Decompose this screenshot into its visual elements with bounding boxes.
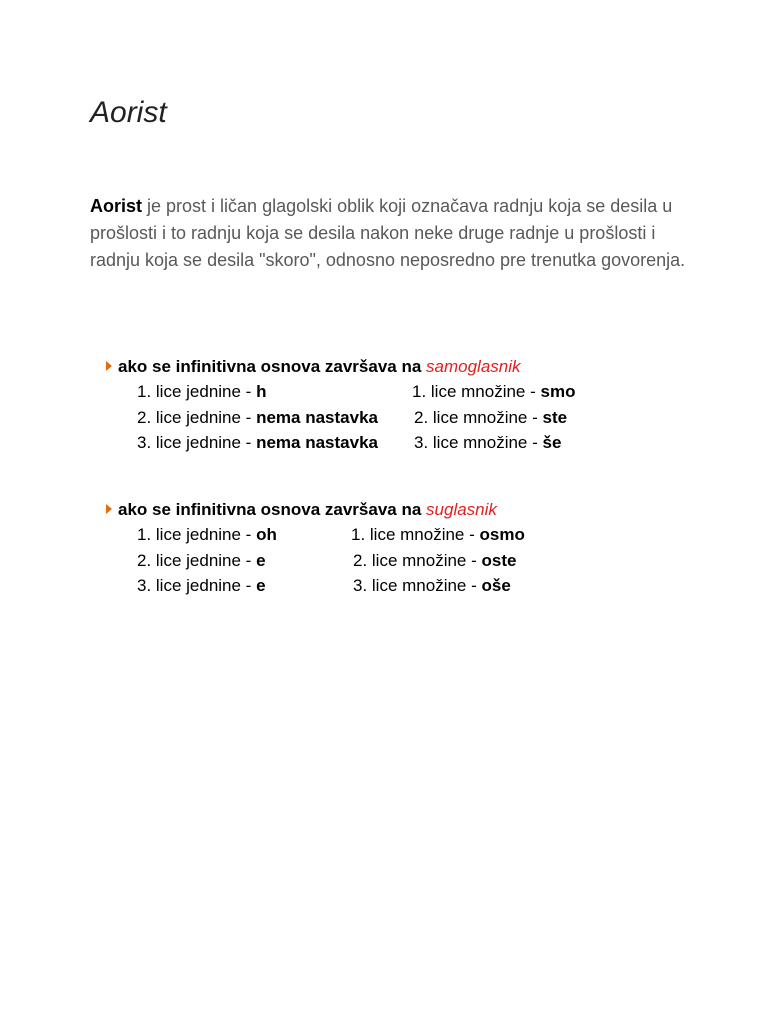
section-heading-highlight: samoglasnik — [426, 357, 521, 376]
plural-cell — [351, 522, 525, 548]
plural-ending: smo — [540, 382, 576, 401]
plural-cell — [414, 430, 561, 456]
plural-ending: še — [542, 433, 562, 452]
plural-label: 3. lice množine - — [414, 433, 543, 452]
section-heading — [106, 497, 726, 522]
section-heading-text: ako se infinitivna osnova završava na — [118, 500, 427, 519]
singular-cell — [137, 379, 266, 405]
conjugation-row — [106, 548, 726, 574]
plural-label: 1. lice množine - — [351, 525, 480, 544]
singular-label: 1. lice jednine - — [137, 525, 257, 544]
singular-cell — [137, 522, 277, 548]
page-title: Aorist — [90, 96, 167, 129]
plural-label: 2. lice množine - — [353, 550, 482, 570]
singular-cell — [137, 430, 378, 456]
triangle-right-icon — [106, 504, 112, 514]
section-heading-highlight: suglasnik — [426, 500, 497, 519]
singular-label: 1. lice jednine - — [137, 382, 257, 401]
plural-cell — [353, 548, 516, 574]
plural-label: 3. lice množine - — [353, 576, 482, 595]
singular-label: 2. lice jednine - — [137, 407, 257, 427]
singular-ending: e — [256, 576, 266, 595]
section-heading-text: ako se infinitivna osnova završava na — [118, 357, 427, 376]
conjugation-row — [106, 379, 726, 405]
plural-cell — [353, 573, 511, 599]
singular-ending: nema nastavka — [256, 433, 378, 452]
section-vowel — [106, 354, 726, 456]
singular-cell — [137, 573, 266, 599]
conjugation-row — [106, 405, 726, 431]
triangle-right-icon — [106, 361, 112, 371]
section-consonant — [106, 497, 726, 599]
intro-term: Aorist — [90, 196, 143, 216]
plural-ending: osmo — [479, 525, 525, 544]
singular-ending: h — [256, 382, 267, 401]
plural-cell — [412, 379, 575, 405]
singular-ending: nema nastavka — [256, 407, 378, 427]
plural-cell — [414, 405, 567, 431]
plural-ending: ste — [542, 407, 568, 427]
plural-label: 1. lice množine - — [412, 382, 541, 401]
section-heading — [106, 354, 726, 379]
conjugation-row — [106, 522, 726, 548]
singular-cell — [137, 405, 378, 431]
singular-label: 3. lice jednine - — [137, 433, 257, 452]
intro-paragraph — [90, 193, 690, 274]
conjugation-row — [106, 573, 726, 599]
plural-ending: oše — [481, 576, 511, 595]
intro-text: je prost i ličan glagolski oblik koji označava radnju koja se desila u prošlosti i to radnju koja se desila nakon neke druge radnje u prošlosti i radnju koja se desila "skoro", odnosno neposredno pre trenutka govorenja. — [90, 196, 686, 270]
singular-ending: oh — [256, 525, 277, 544]
plural-label: 2. lice množine - — [414, 407, 543, 427]
singular-label: 3. lice jednine - — [137, 576, 257, 595]
conjugation-row — [106, 430, 726, 456]
singular-cell — [137, 548, 266, 574]
singular-label: 2. lice jednine - — [137, 550, 257, 570]
plural-ending: oste — [481, 550, 517, 570]
singular-ending: e — [256, 550, 266, 570]
